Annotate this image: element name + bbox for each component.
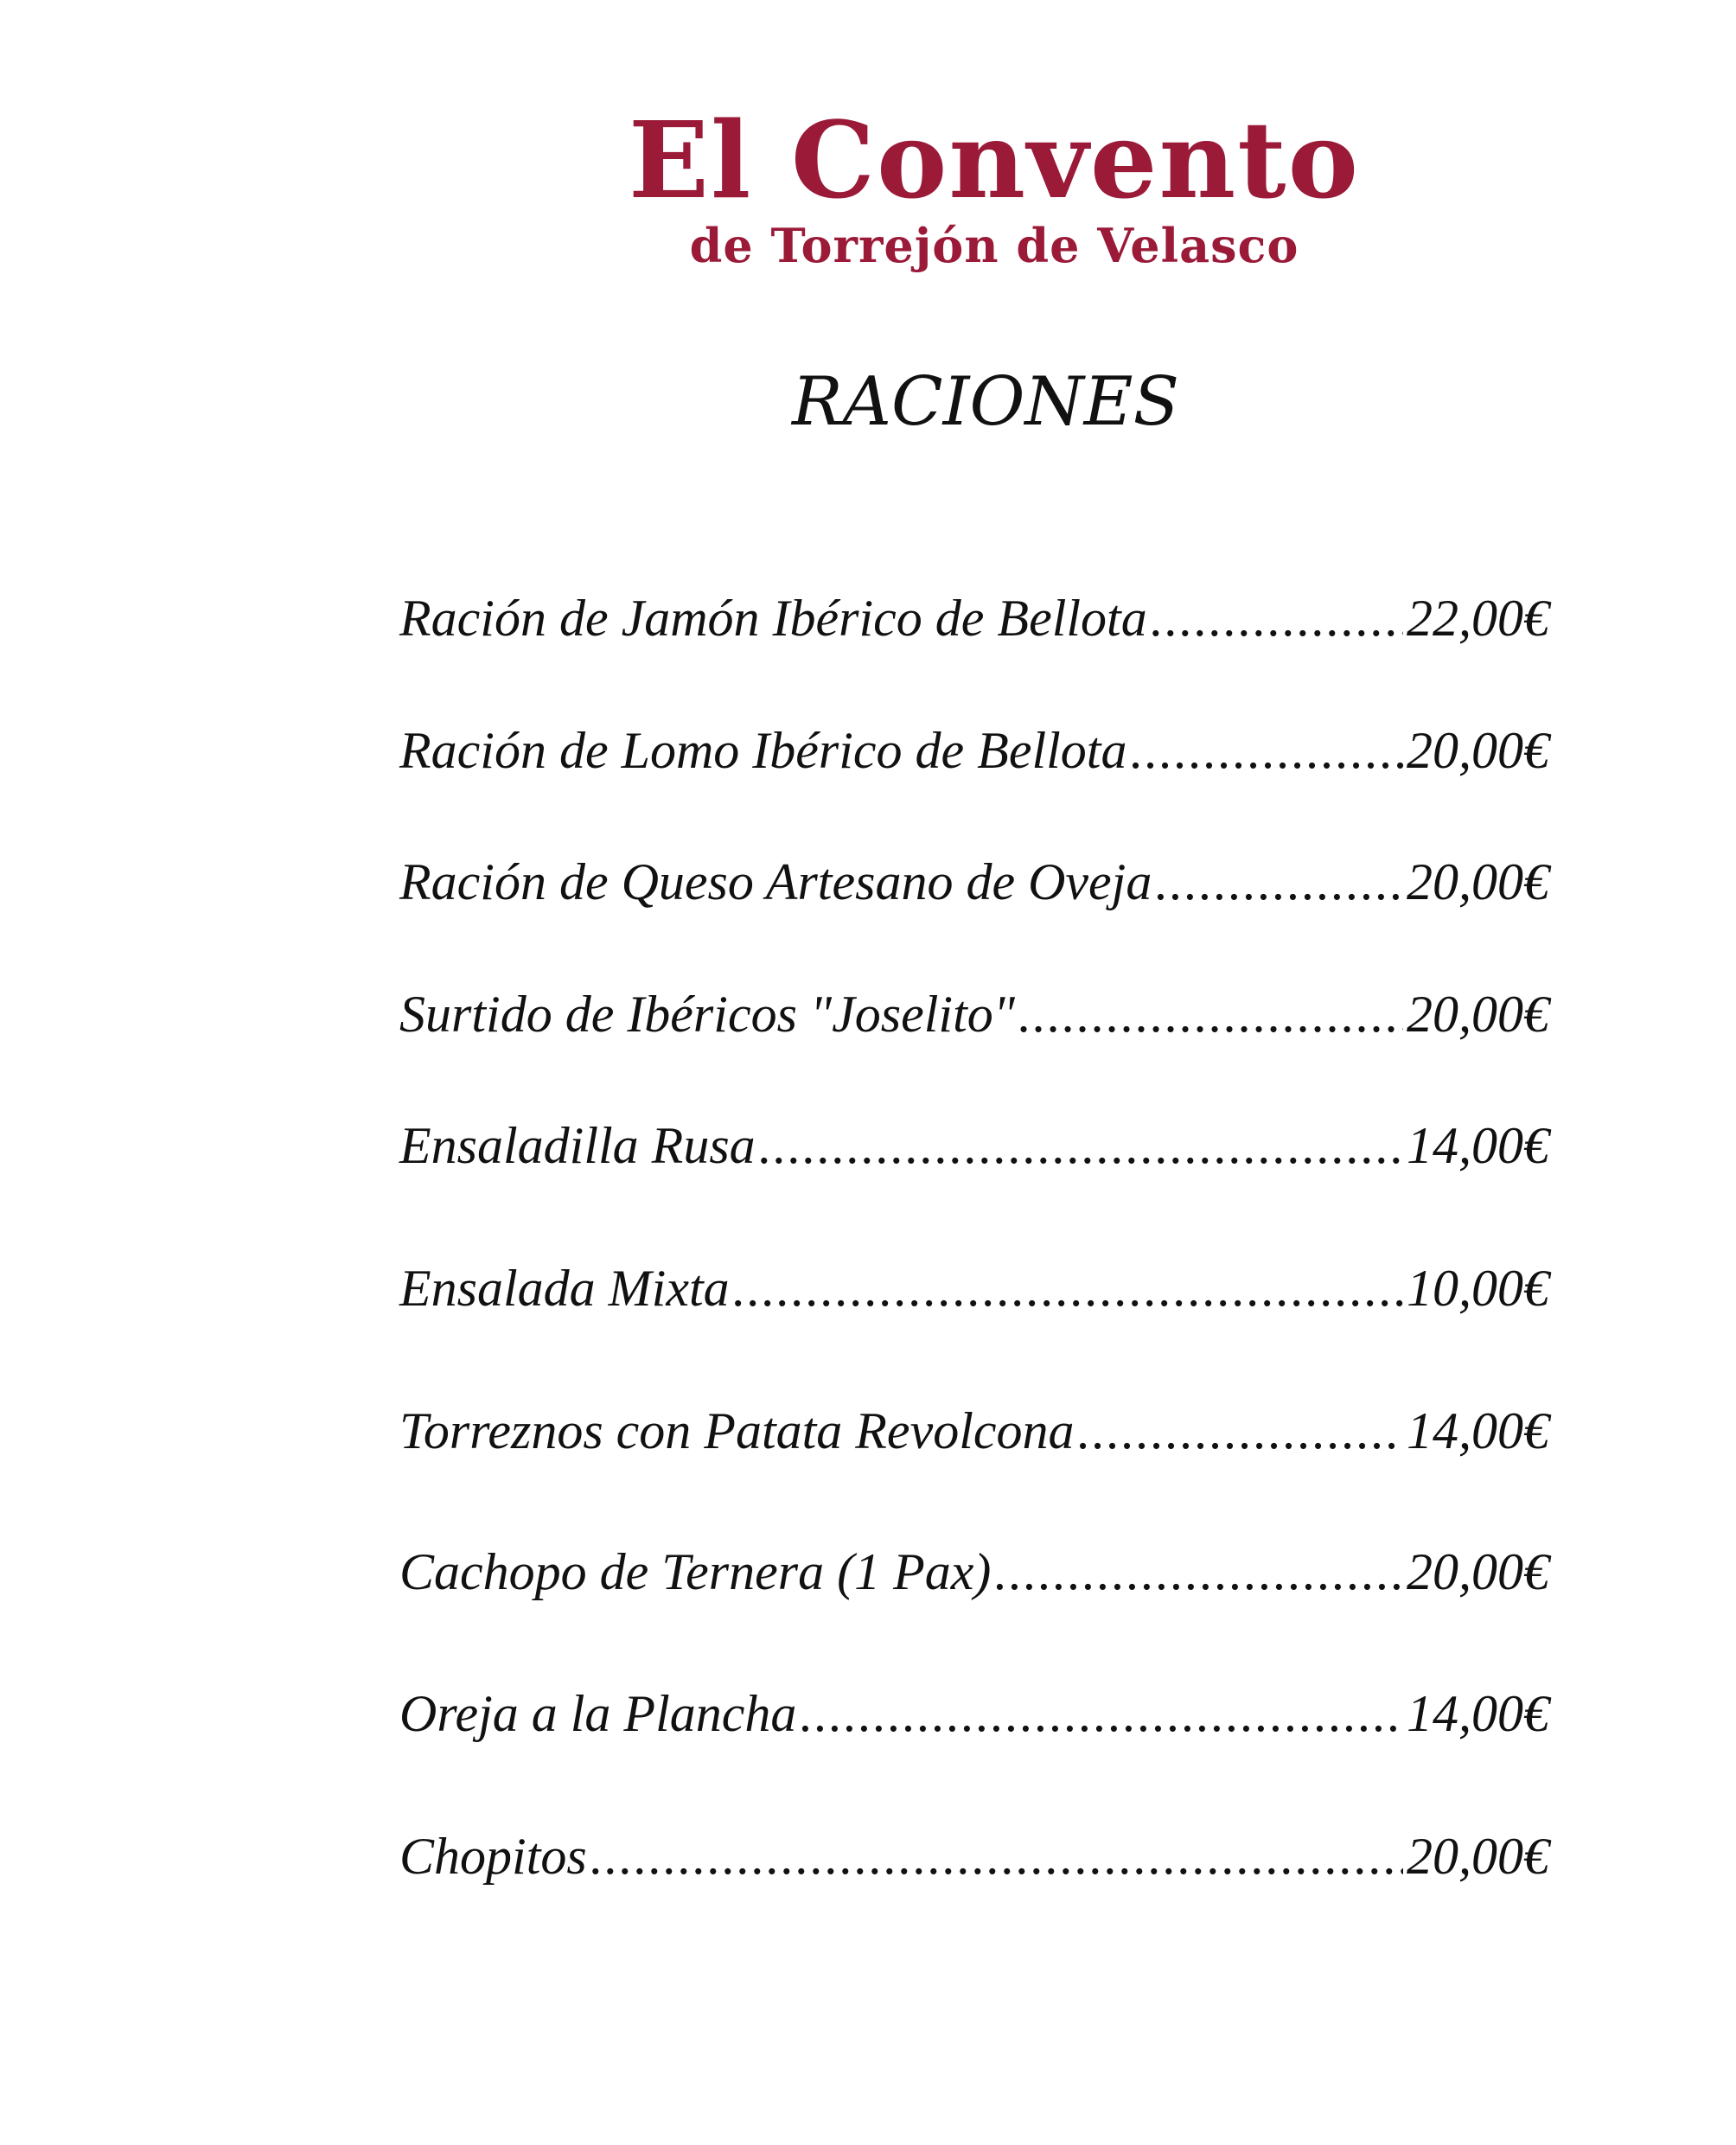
menu-item-name: Ración de Queso Artesano de Oveja <box>399 853 1152 910</box>
menu-item-name: Chopitos <box>399 1828 587 1885</box>
dot-leader <box>994 1537 1403 1606</box>
menu-item-price: 14,00€ <box>1407 1402 1549 1459</box>
menu-item-price: 20,00€ <box>1407 986 1549 1043</box>
menu-item-name: Cachopo de Ternera (1 Pax) <box>399 1543 992 1600</box>
menu-item-price: 20,00€ <box>1407 1828 1549 1885</box>
menu-item-name: Ensalada Mixta <box>399 1260 730 1317</box>
restaurant-logo <box>605 98 1383 273</box>
menu-item-price: 14,00€ <box>1407 1117 1549 1174</box>
menu-item <box>399 1396 1549 1465</box>
menu-item <box>399 1254 1549 1323</box>
dot-leader <box>1151 584 1403 653</box>
menu-item-name: Surtido de Ibéricos "Joselito" <box>399 986 1015 1043</box>
menu-item <box>399 584 1549 653</box>
dot-leader <box>759 1111 1403 1180</box>
dot-leader <box>590 1822 1403 1891</box>
menu-item <box>399 847 1549 916</box>
menu-item-name: Torreznos con Patata Revolcona <box>399 1402 1075 1459</box>
menu-item-price: 22,00€ <box>1407 590 1549 647</box>
dot-leader <box>1018 980 1403 1049</box>
menu-item-price: 10,00€ <box>1407 1260 1549 1317</box>
menu-item-price: 20,00€ <box>1407 1543 1549 1600</box>
menu-item <box>399 1822 1549 1891</box>
logo-title: El Convento <box>629 98 1360 222</box>
dot-leader <box>1130 716 1403 785</box>
menu-item <box>399 1111 1549 1180</box>
menu-item-name: Ensaladilla Rusa <box>399 1117 756 1174</box>
menu-item-name: Ración de Lomo Ibérico de Bellota <box>399 722 1127 779</box>
menu-item-price: 20,00€ <box>1407 722 1549 779</box>
dot-leader <box>733 1254 1403 1323</box>
section-title: RACIONES <box>791 363 1180 441</box>
menu-item <box>399 980 1549 1049</box>
logo-subtitle: de Torrejón de Velasco <box>689 218 1299 273</box>
menu-item-name: Ración de Jamón Ibérico de Bellota <box>399 590 1147 647</box>
dot-leader <box>800 1679 1403 1748</box>
menu-item <box>399 716 1549 785</box>
dot-leader <box>1078 1396 1404 1465</box>
dot-leader <box>1155 847 1403 916</box>
menu-item-name: Oreja a la Plancha <box>399 1685 797 1742</box>
menu-item-price: 20,00€ <box>1407 853 1549 910</box>
menu-item-price: 14,00€ <box>1407 1685 1549 1742</box>
menu-item <box>399 1537 1549 1606</box>
menu-item <box>399 1679 1549 1748</box>
